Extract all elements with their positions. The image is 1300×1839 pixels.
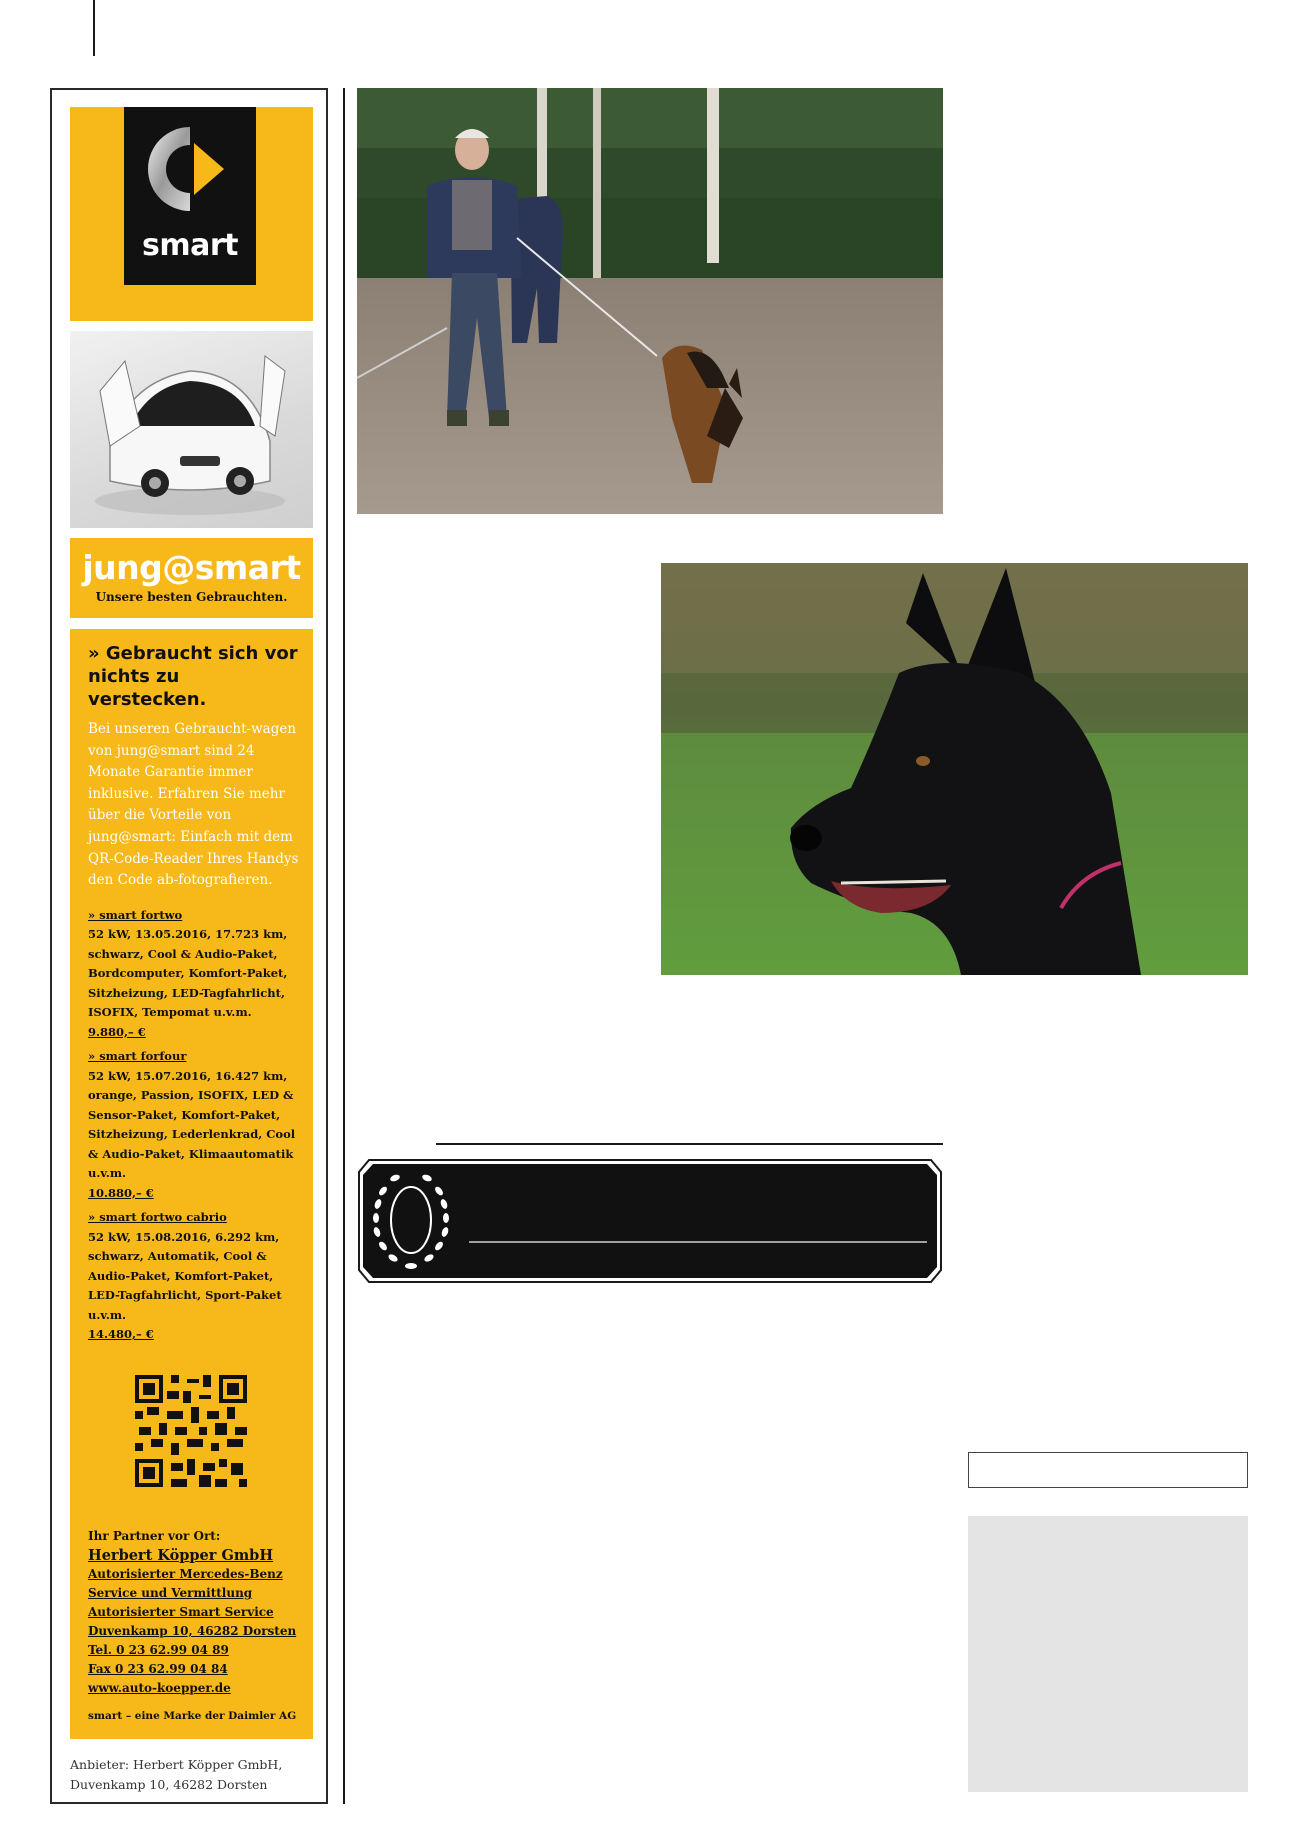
offer-details: 52 kW, 13.05.2016, 17.723 km, schwarz, Cool & Audio-Paket, Bordcomputer, Komfort-Paket, Sitzheizung, LED-Tagfahrlicht, ISOFIX, Tempomat u.v.m. [88,927,288,1020]
offer-title[interactable]: » smart fortwo cabrio [88,1210,227,1225]
brand-subtitle: Unsere besten Gebrauchten. [95,590,288,604]
obituary-banner [357,1158,943,1284]
ad-headline: » Gebraucht sich vor nichts zu verstecken. [88,643,298,710]
section-rule [436,1143,943,1145]
offer-price: 14.480,– € [88,1327,154,1342]
grey-placeholder-box [968,1516,1248,1792]
ad-intro: Bei unseren Gebraucht-wagen von jung@smart sind 24 Monate Garantie immer inklusive. Erfahren Sie mehr über die Vorteile von jung@smart: Einfach mit dem QR-Code-Reader Ihres Handys den Code ab-fotografieren. [88,721,299,889]
partner-fax: Fax 0 23 62.99 04 84 [88,1662,228,1676]
top-rule [93,0,95,56]
partner-line: Autorisierter Mercedes-Benz [88,1567,283,1581]
car-image [70,331,313,528]
offer-details: 52 kW, 15.07.2016, 16.427 km, orange, Passion, ISOFIX, LED & Sensor-Paket, Komfort-Paket, Sitzheizung, Lederlenkrad, Cool & Audio-Paket, Klimaautomatik u.v.m. [88,1068,296,1181]
offer-item [88,1208,303,1345]
partner-line: Duvenkamp 10, 46282 Dorsten [88,1624,297,1638]
offer-price: 10.880,– € [88,1185,154,1200]
black-dog-photo [661,563,1248,975]
offer-details: 52 kW, 15.08.2016, 6.292 km, schwarz, Automatik, Cool & Audio-Paket, Komfort-Paket, LED-Tagfahrlicht, Sport-Paket u.v.m. [88,1229,282,1322]
offer-title[interactable]: » smart fortwo [88,907,183,922]
offer-item [88,906,303,1043]
offer-item [88,1047,303,1203]
side-frame [968,1452,1248,1488]
brand-title: jung@smart [82,548,301,587]
qr-code-icon[interactable] [135,1375,247,1487]
partner-website-link[interactable]: www.auto-koepper.de [88,1681,231,1695]
partner-line: Service und Vermittlung [88,1586,253,1600]
offer-price: 9.880,– € [88,1024,146,1039]
column-rule [343,88,345,1804]
partner-label: Ihr Partner vor Ort: [88,1529,221,1543]
offer-title[interactable]: » smart forfour [88,1049,187,1064]
provider-note: Anbieter: Herbert Köpper GmbH, Duvenkamp 10, 46282 Dorsten [70,1757,283,1792]
offer-text [88,642,303,1350]
dog-training-photo [357,88,943,514]
logo-wordmark: smart [142,228,238,263]
partner-phone[interactable]: Tel. 0 23 62.99 04 89 [88,1643,229,1657]
partner-name: Herbert Köpper GmbH [88,1547,274,1564]
partner-line: Autorisierter Smart Service [88,1605,274,1619]
ad-footnote: smart – eine Marke der Daimler AG [88,1710,297,1722]
partner-info [88,1527,303,1698]
laurel-wreath-icon [365,1166,457,1276]
